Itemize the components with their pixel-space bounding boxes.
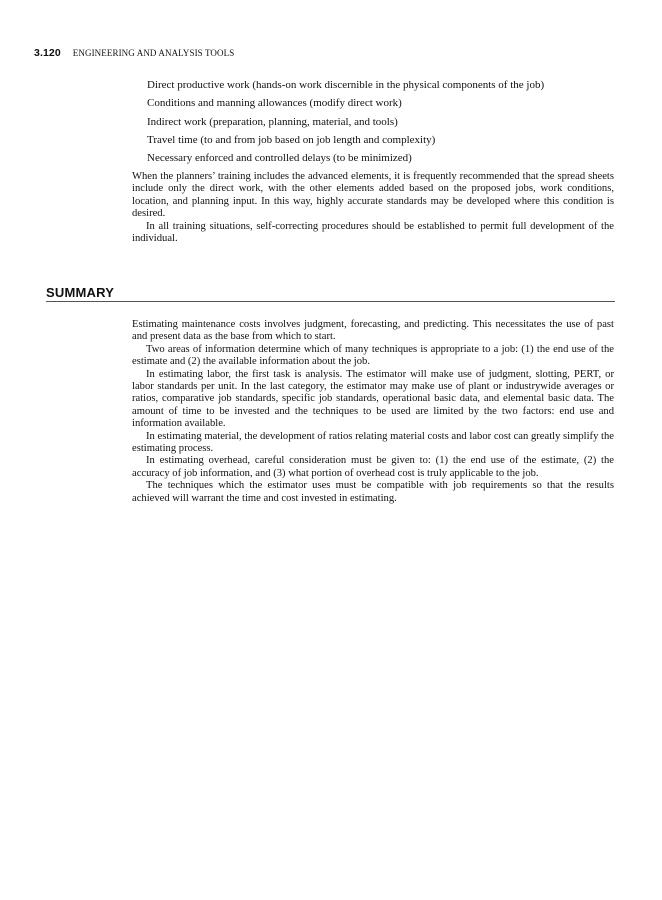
running-header — [34, 47, 234, 59]
paragraph: In estimating labor, the first task is analysis. The estimator will make use of judgment, slotting, PERT, or labor standards per unit. In the last category, the estimator may make use of plant or industrywide averages or ratios, comparative job standards, specific job standards, operational basic data, and elemental basic data. The amount of time to be invested and the techniques to be used are limited by the two factors: end use and information available. — [132, 368, 614, 430]
paragraph: Estimating maintenance costs involves judgment, forecasting, and predicting. This necessitates the use of past and present data as the base from which to start. — [132, 319, 614, 343]
paragraph: Two areas of information determine which of many techniques is appropriate to a job: (1) the end use of the estimate and (2) the available information about the job. — [132, 343, 614, 368]
paragraph: When the planners’ training includes the advanced elements, it is frequently recommended that the spread sheets include only the direct work, with the other elements added based on the proposed jobs, work conditions, location, and planning input. In this way, highly accurate standards may be developed where this condition is desired. — [132, 171, 614, 220]
paragraph: In estimating material, the development of ratios relating material costs and labor cost can greatly simplify the estimating process. — [132, 430, 614, 455]
list-item: Travel time (to and from job based on job length and complexity) — [147, 133, 436, 146]
paragraph: In all training situations, self-correcting procedures should be established to permit full development of the individual. — [132, 220, 614, 245]
list-item: Necessary enforced and controlled delays (to be minimized) — [147, 152, 412, 165]
list-item: Indirect work (preparation, planning, material, and tools) — [147, 115, 398, 128]
element-list — [147, 76, 617, 167]
paragraph: In estimating overhead, careful consideration must be given to: (1) the end use of the estimate, (2) the accuracy of job information, and (3) what portion of overhead cost is truly applicable to the job. — [132, 455, 614, 479]
section-heading-summary: SUMMARY — [46, 285, 115, 300]
paragraph: The techniques which the estimator uses must be compatible with job requirements so that the results achieved will warrant the time and cost invested in estimating. — [132, 480, 614, 504]
running-header-title: ENGINEERING AND ANALYSIS TOOLS — [72, 48, 235, 58]
section-divider — [46, 301, 615, 302]
summary-text — [132, 319, 614, 505]
intro-text — [132, 171, 614, 245]
list-item: Conditions and manning allowances (modify direct work) — [147, 97, 402, 110]
page-number: 3.120 — [34, 47, 61, 59]
list-item: Direct productive work (hands-on work discernible in the physical components of the job) — [147, 79, 545, 91]
